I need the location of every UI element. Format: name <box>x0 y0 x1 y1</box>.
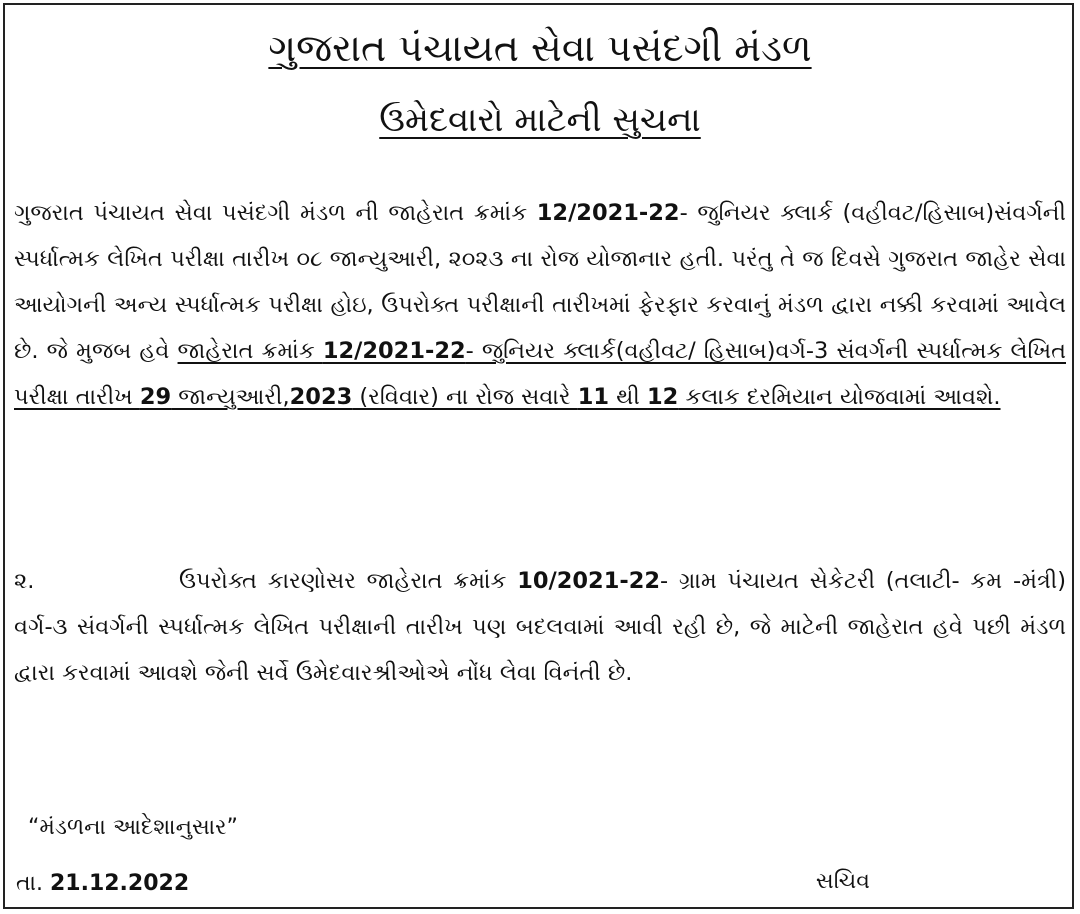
exam-time-to: 12 <box>647 384 679 410</box>
advertisement-number: 12/2021-22 <box>536 200 680 226</box>
notice-title <box>0 22 1080 74</box>
talati-advertisement-number: 10/2021-22 <box>517 568 661 594</box>
notice-subtitle <box>0 96 1080 144</box>
notice-date <box>16 864 189 904</box>
paragraph-1 <box>14 190 1066 420</box>
exam-time-from: 11 <box>577 384 610 410</box>
revised-advertisement-number: 12/2021-22 <box>322 338 466 364</box>
revised-notice-part3: જાન્યુઆરી, <box>171 384 290 410</box>
paragraph-1-part2: - જુનિયર ક્લાર્ક (વહીવટ/હિસાબ)સંવર્ગની સ્પર્ધાત્મક લેખિત પરીક્ષા તારીખ ૦૮ જાન્યુઆરી, ૨૦૨૩ ના રોજ યોજાનાર હતી. પરંતુ તે જ દિવસે ગુજરાત જાહેર સેવા આયોગની અન્ય સ્પર્ધાત્મક પરીક્ષા હોઇ, ઉપરોક્ત પરીક્ષાની તારીખમાં ફેરફાર કરવાનું મંડળ દ્વારા નક્કી કરવામાં આવેલ છે. જે મુજબ હવે <box>14 200 1066 364</box>
revised-notice-part1: જાહેરાત ક્રમાંક <box>177 338 323 364</box>
board-order-text: “મંડળના આદેશાનુસાર” <box>28 815 238 840</box>
date-label: તા. <box>16 871 50 896</box>
revised-exam-year: 2023 <box>289 384 353 410</box>
paragraph-2 <box>14 558 1066 696</box>
revised-notice-part4: (રવિવાર) ના રોજ સવારે <box>352 384 578 410</box>
revised-notice-part5: થી <box>609 384 648 410</box>
paragraph-2-part2: - ગ્રામ પંચાયત સેકેટરી (તલાટી- કમ -મંત્રી) વર્ગ-૩ સંવર્ગની સ્પર્ધાત્મક લેખિત પરીક્ષાની તારીખ પણ બદલવામાં આવી રહી છે, જે માટેની જાહેરાત હવે પછી મંડળ દ્વારા કરવામાં આવશે જેની સર્વે ઉમેદવારશ્રીઓએ નોંધ લેવા વિનંતી છે. <box>14 568 1067 686</box>
revised-exam-day: 29 <box>139 384 172 410</box>
date-value: 21.12.2022 <box>49 871 190 896</box>
revised-notice-part6: કલાક દરમિયાન યોજવામાં આવશે. <box>678 384 1001 410</box>
paragraph-2-number: ૨. <box>14 568 35 594</box>
notice-title-text: ગુજરાત પંચાયત સેવા પસંદગી મંડળ <box>268 26 812 70</box>
revised-notice-part2: - જુનિયર ક્લાર્ક(વહીવટ/ હિસાબ)વર્ગ-3 સંવર્ગની સ્પર્ધાત્મક લેખિત પરીક્ષા તારીખ <box>14 338 1066 410</box>
paragraph-1-part1: ગુજરાત પંચાયત સેવા પસંદગી મંડળ ની જાહેરાત ક્રમાંક <box>14 200 537 226</box>
signatory: સચિવ <box>815 869 870 894</box>
paragraph-2-part1: ઉપરોક્ત કારણોસર જાહેરાત ક્રમાંક <box>179 568 518 594</box>
notice-subtitle-text: ઉમેદવારો માટેની સુચના <box>379 100 701 140</box>
